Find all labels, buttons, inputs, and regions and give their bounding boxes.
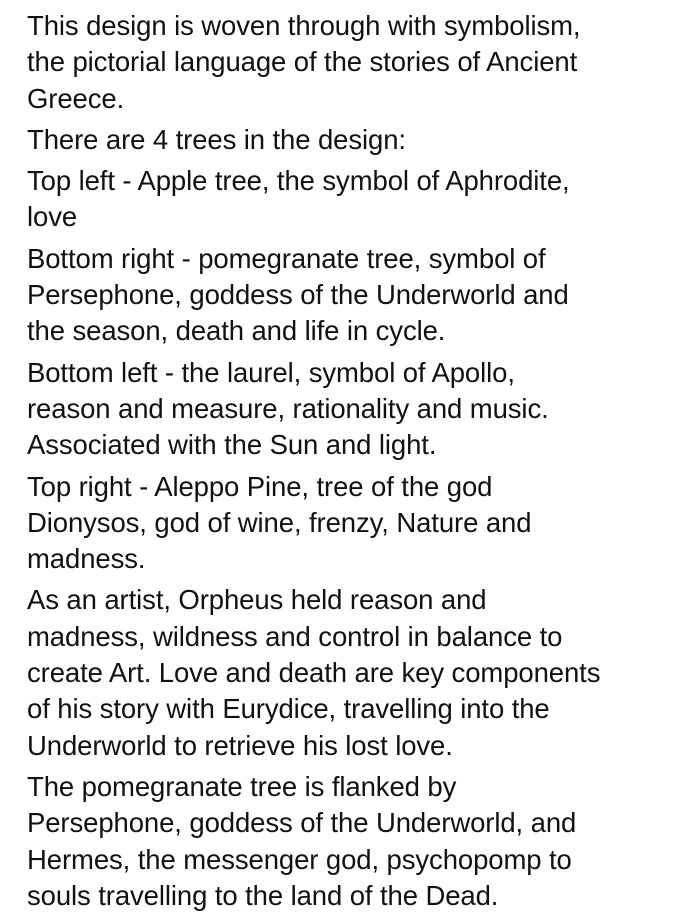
text-line: the season, death and life in cycle. [27, 315, 446, 347]
paragraph-orpheus [27, 582, 692, 763]
text-line: of his story with Eurydice, travelling into the [27, 693, 550, 725]
paragraph-pomegranate [27, 769, 692, 914]
paragraph-trees-count [27, 122, 692, 158]
text-line: Underworld to retrieve his lost love. [27, 729, 453, 761]
text-line: The pomegranate tree is flanked by [27, 770, 457, 802]
text-line: madness, wildness and control in balance to [27, 620, 563, 652]
text-line: love [27, 201, 78, 233]
text-line: Bottom left - the laurel, symbol of Apollo, [27, 356, 515, 388]
text-line: Top right - Aleppo Pine, tree of the god [27, 470, 493, 502]
text-line: Bottom right - pomegranate tree, symbol of [27, 242, 546, 274]
paragraph-top-right [27, 469, 692, 578]
text-line: Dionysos, god of wine, frenzy, Nature and [27, 506, 532, 538]
text-line: This design is woven through with symbolism, [27, 10, 581, 41]
paragraph-intro [27, 8, 692, 117]
text-line: Persephone, goddess of the Underworld and [27, 279, 569, 311]
text-line: As an artist, Orpheus held reason and [27, 584, 487, 616]
document-body [27, 8, 692, 919]
text-line: souls travelling to the land of the Dead. [27, 879, 499, 911]
paragraph-bottom-right [27, 241, 692, 350]
text-line: Associated with the Sun and light. [27, 429, 437, 461]
text-line: madness. [27, 543, 146, 575]
text-line: the pictorial language of the stories of Ancient [27, 46, 578, 78]
text-line: There are 4 trees in the design: [27, 123, 406, 155]
text-line: Top left - Apple tree, the symbol of Aphrodite, [27, 165, 570, 197]
paragraph-top-left [27, 163, 692, 236]
text-line: Hermes, the messenger god, psychopomp to [27, 843, 572, 875]
text-line: reason and measure, rationality and music. [27, 392, 549, 424]
text-line: Greece. [27, 82, 125, 114]
text-line: Persephone, goddess of the Underworld, and [27, 807, 577, 839]
paragraph-bottom-left [27, 355, 692, 464]
text-line: create Art. Love and death are key components [27, 657, 601, 689]
